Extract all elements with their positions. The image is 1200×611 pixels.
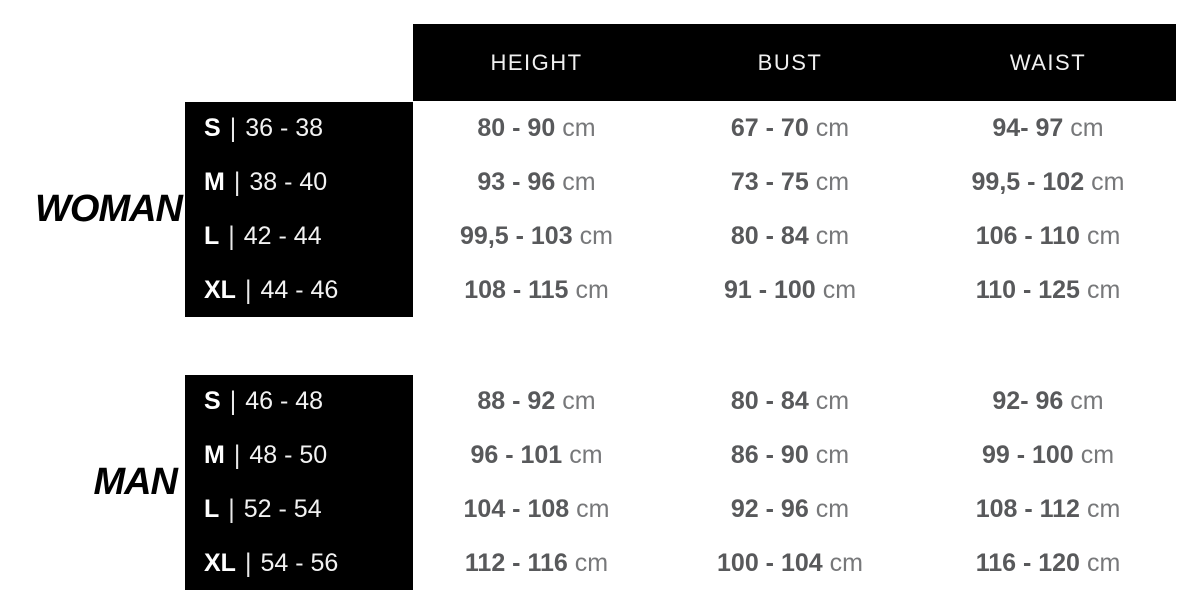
man-s-waist-cell [992, 387, 1103, 416]
size-letter: L [204, 221, 220, 250]
measurement-unit: cm [1080, 441, 1115, 470]
man-group-label: MAN [93, 461, 177, 503]
size-divider: | [229, 386, 237, 417]
measurement-unit: cm [815, 221, 850, 250]
measurement-unit: cm [1091, 168, 1125, 197]
man-m-height-cell [470, 441, 602, 470]
measurement-unit: cm [576, 494, 610, 523]
measurement-unit: cm [815, 168, 850, 197]
man-xl-waist-cell [976, 549, 1121, 578]
measurement-value: 92- 96 [992, 387, 1064, 416]
size-divider: | [228, 221, 235, 251]
measurement-value: 94- 97 [992, 114, 1064, 143]
size-letter: XL [204, 548, 236, 577]
size-range: 36 - 38 [245, 114, 324, 143]
measurement-value: 116 - 120 [975, 548, 1080, 577]
measurement-value: 80 - 84 [730, 221, 809, 250]
measurement-value: 112 - 116 [464, 548, 568, 577]
measurement-unit: cm [815, 387, 850, 416]
man-l-height-cell [464, 495, 610, 524]
woman-size-box [185, 102, 413, 317]
measurement-unit: cm [574, 548, 609, 577]
measurement-unit: cm [1070, 114, 1104, 143]
size-letter: S [204, 114, 221, 143]
measurement-unit: cm [1070, 387, 1104, 416]
measurement-value: 88 - 92 [477, 387, 556, 416]
column-header-waist: WAIST [1009, 49, 1087, 75]
woman-m-bust-cell [731, 168, 849, 197]
woman-size-row-xl [185, 263, 413, 317]
man-size-row-s [185, 375, 413, 429]
measurement-unit: cm [1086, 494, 1121, 523]
man-m-bust-cell [731, 441, 849, 470]
size-divider: | [244, 274, 252, 305]
measurement-value: 99,5 - 103 [460, 221, 573, 250]
woman-xl-height-cell [464, 276, 609, 305]
man-size-box [185, 375, 413, 590]
measurement-unit: cm [1086, 221, 1121, 250]
woman-size-row-l [185, 210, 413, 264]
man-measurements [413, 375, 1176, 590]
woman-xl-bust-cell [724, 276, 856, 305]
table-header [413, 24, 1176, 101]
measurement-value: 80 - 84 [730, 387, 809, 416]
size-letter: M [204, 441, 225, 470]
man-l-waist-cell [976, 495, 1121, 524]
measurement-value: 67 - 70 [730, 114, 809, 143]
measurement-value: 108 - 115 [464, 275, 569, 304]
measurement-value: 80 - 90 [477, 114, 556, 143]
woman-xl-waist-cell [976, 276, 1121, 305]
size-letter: M [204, 168, 225, 197]
size-divider: | [233, 440, 241, 470]
size-range: 38 - 40 [249, 168, 328, 197]
measurement-unit: cm [579, 221, 613, 250]
woman-l-waist-cell [976, 222, 1121, 251]
measurement-value: 96 - 101 [470, 441, 563, 470]
measurement-unit: cm [569, 441, 603, 470]
man-xl-bust-cell [717, 549, 863, 578]
size-range: 44 - 46 [260, 275, 339, 304]
man-s-bust-cell [731, 387, 849, 416]
size-letter: XL [204, 275, 236, 304]
measurement-unit: cm [815, 441, 850, 470]
measurement-unit: cm [815, 114, 850, 143]
woman-size-row-m [185, 156, 413, 210]
measurement-unit: cm [1086, 548, 1121, 577]
man-size-row-m [185, 429, 413, 483]
measurement-unit: cm [562, 387, 596, 416]
measurement-value: 108 - 112 [975, 494, 1080, 523]
size-range: 54 - 56 [260, 548, 339, 577]
measurement-unit: cm [562, 114, 596, 143]
measurement-value: 100 - 104 [717, 548, 823, 577]
size-divider: | [228, 494, 235, 524]
measurement-unit: cm [1086, 275, 1121, 304]
size-range: 48 - 50 [249, 441, 328, 470]
measurement-unit: cm [829, 548, 863, 577]
woman-s-bust-cell [731, 114, 849, 143]
measurement-unit: cm [562, 168, 596, 197]
size-divider: | [233, 167, 241, 197]
woman-group-label: WOMAN [35, 188, 182, 230]
woman-size-row-s [185, 102, 413, 156]
size-divider: | [244, 547, 252, 578]
woman-l-height-cell [460, 222, 613, 251]
woman-m-waist-cell [972, 168, 1125, 197]
measurement-value: 92 - 96 [730, 494, 809, 523]
measurement-unit: cm [575, 275, 609, 304]
woman-s-height-cell [477, 114, 595, 143]
size-range: 46 - 48 [245, 387, 324, 416]
measurement-value: 104 - 108 [463, 494, 570, 523]
column-header-bust: BUST [757, 49, 823, 75]
size-letter: L [204, 494, 220, 523]
measurement-value: 91 - 100 [723, 275, 816, 304]
size-range: 42 - 44 [243, 221, 322, 250]
man-l-bust-cell [731, 495, 849, 524]
man-size-row-xl [185, 536, 413, 590]
man-m-waist-cell [982, 441, 1114, 470]
measurement-value: 110 - 125 [975, 275, 1080, 304]
woman-measurements [413, 102, 1176, 317]
man-s-height-cell [477, 387, 595, 416]
size-divider: | [229, 113, 237, 144]
man-xl-height-cell [465, 549, 608, 578]
measurement-value: 93 - 96 [477, 168, 556, 197]
column-header-height: HEIGHT [490, 49, 583, 75]
measurement-value: 99,5 - 102 [971, 168, 1085, 197]
size-letter: S [204, 387, 221, 416]
measurement-value: 99 - 100 [981, 441, 1074, 470]
measurement-unit: cm [822, 275, 857, 304]
size-range: 52 - 54 [243, 494, 322, 523]
measurement-value: 106 - 110 [975, 221, 1080, 250]
woman-l-bust-cell [731, 222, 849, 251]
measurement-value: 73 - 75 [730, 168, 809, 197]
man-size-row-l [185, 483, 413, 537]
measurement-value: 86 - 90 [730, 441, 809, 470]
woman-m-height-cell [477, 168, 595, 197]
measurement-unit: cm [815, 494, 850, 523]
woman-s-waist-cell [992, 114, 1103, 143]
